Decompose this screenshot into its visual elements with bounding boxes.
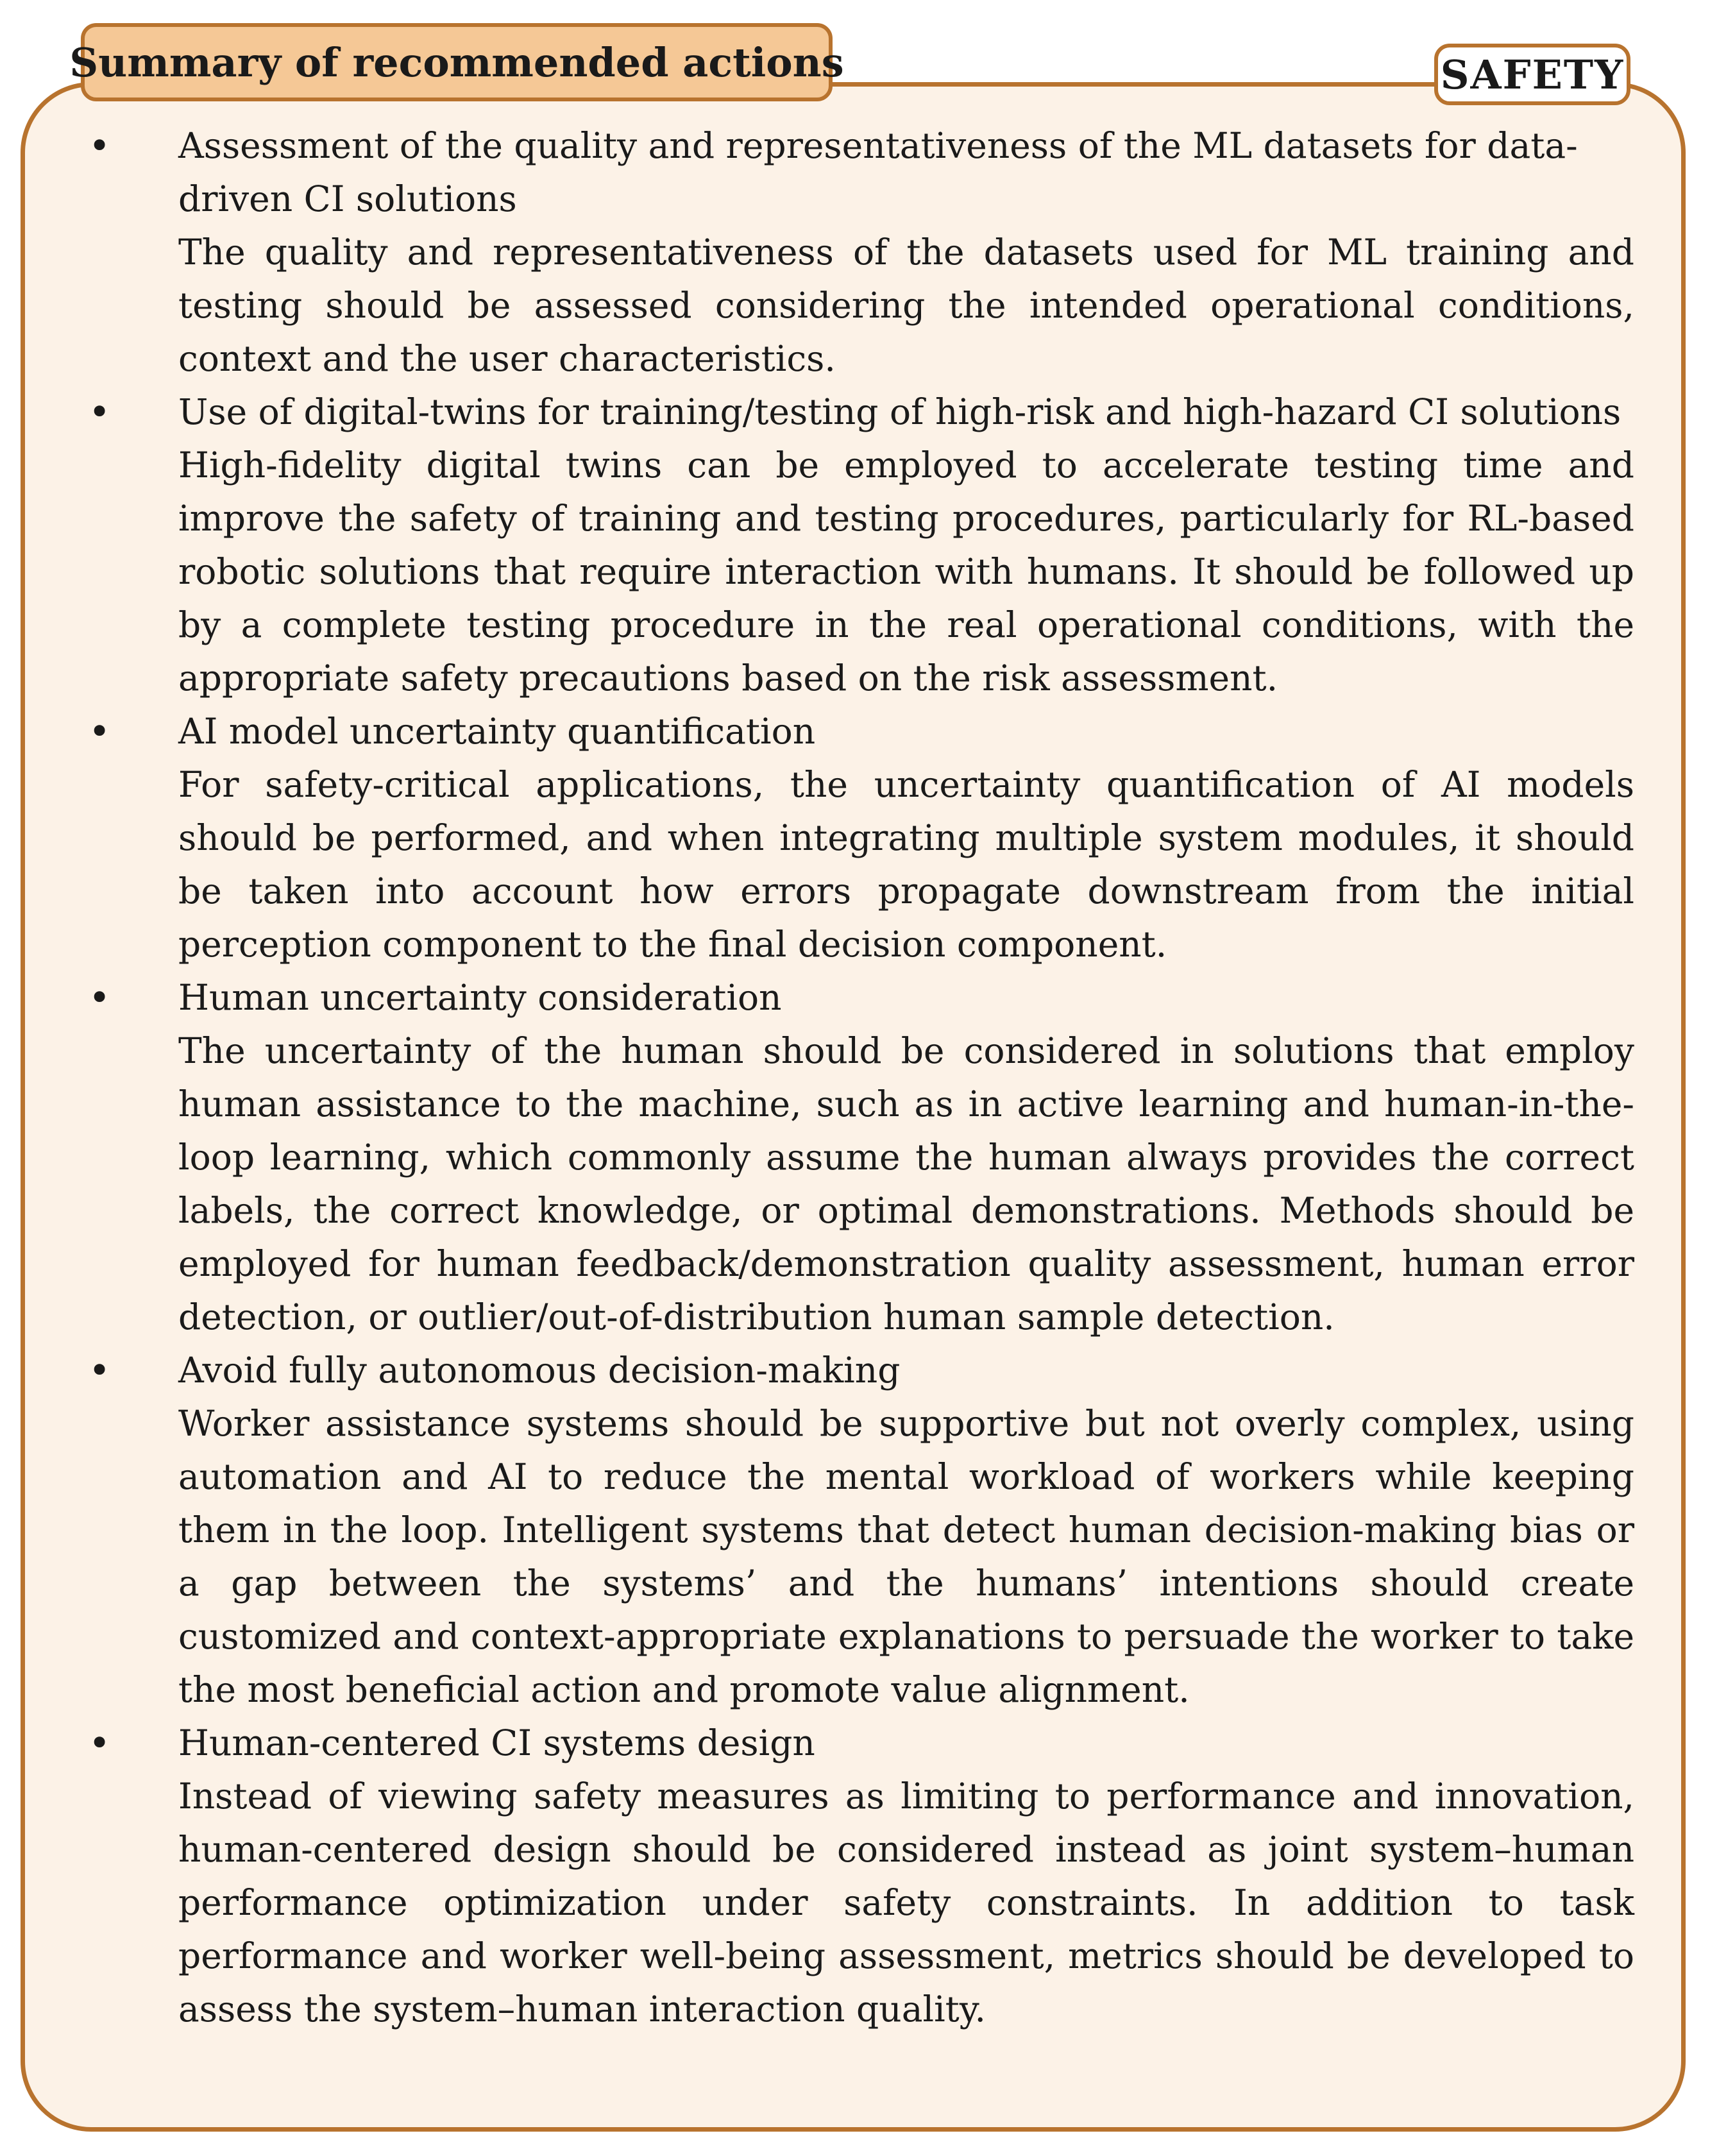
recommendations-list <box>72 119 1634 2036</box>
list-item <box>72 971 1634 1344</box>
list-item <box>72 1344 1634 1717</box>
item-body: The quality and representativeness of the datasets used for ML training and testing should be assessed considering the intended operational conditions, context and the user characteristics. <box>178 232 1634 379</box>
item-heading: Assessment of the quality and representativeness of the ML datasets for data-driven CI solutions <box>178 125 1578 219</box>
box-title: Summary of recommended actions <box>81 23 833 101</box>
list-item <box>72 386 1634 705</box>
item-body: The uncertainty of the human should be considered in solutions that employ human assistance to the machine, such as in active learning and human-in-the-loop learning, which commonly assume the human always provides the correct labels, the correct knowledge, or optimal demonstrations. Methods should be employed for human feedback/demonstration quality assessment, human error detection, or outlier/out-of-distribution human sample detection. <box>178 1030 1634 1337</box>
bullet-icon: • <box>89 390 111 434</box>
item-body: Instead of viewing safety measures as limiting to performance and innovation, human-centered design should be considered instead as joint system–human performance optimization under safety constraints. In addition to task performance and worker well-being assessment, metrics should be developed to assess the system–human interaction quality. <box>178 1776 1634 2030</box>
item-body: For safety-critical applications, the uncertainty quantification of AI models should be performed, and when integrating multiple system modules, it should be taken into account how errors propagate downstream from the initial perception component to the final decision component. <box>178 764 1634 965</box>
list-item <box>72 1717 1634 2036</box>
item-body: High-fidelity digital twins can be employed to accelerate testing time and improve the safety of training and testing procedures, particularly for RL-based robotic solutions that require interaction with humans. It should be followed up by a complete testing procedure in the real operational conditions, with the appropriate safety precautions based on the risk assessment. <box>178 445 1634 699</box>
safety-tag: SAFETY <box>1434 44 1630 105</box>
list-item <box>72 705 1634 971</box>
item-heading: Human-centered CI systems design <box>178 1722 815 1763</box>
item-heading: AI model uncertainty quantification <box>178 711 816 752</box>
item-heading: Human uncertainty consideration <box>178 977 782 1018</box>
list-item <box>72 119 1634 386</box>
item-heading: Use of digital-twins for training/testing of high-risk and high-hazard CI solutions <box>178 391 1621 432</box>
bullet-icon: • <box>89 1348 111 1392</box>
bullet-icon: • <box>89 124 111 167</box>
item-body: Worker assistance systems should be supportive but not overly complex, using automation and AI to reduce the mental workload of workers while keeping them in the loop. Intelligent systems that detect human decision-making bias or a gap between the systems’ and the humans’ intentions should create customized and context-appropriate explanations to persuade the worker to take the most beneficial action and promote value alignment. <box>178 1403 1634 1710</box>
bullet-icon: • <box>89 709 111 753</box>
item-heading: Avoid fully autonomous decision-making <box>178 1350 901 1391</box>
bullet-icon: • <box>89 1721 111 1765</box>
bullet-icon: • <box>89 976 111 1019</box>
